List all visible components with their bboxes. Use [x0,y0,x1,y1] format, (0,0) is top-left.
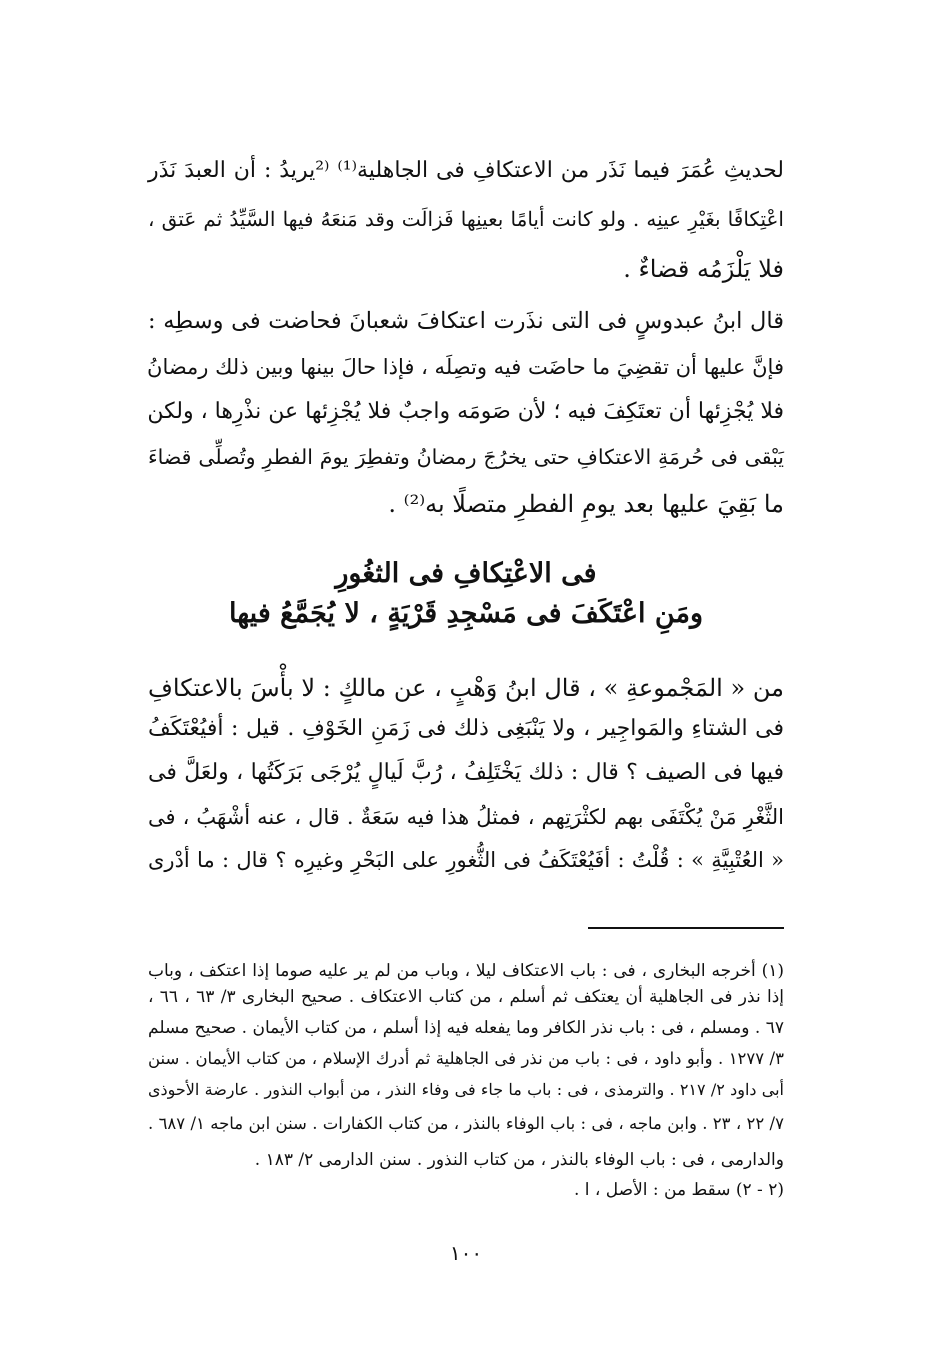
paragraph-line: فلا يُجْزِئها أن تعتَكِفَ فيه ؛ لأن صَومَه واجبٌ فلا يُجْزِئها عن نذْرِها ، ولكن [147,399,784,424]
paragraph-line: من « المَجْموعةِ » ، قال ابنُ وَهْبٍ ، عن مالكٍ : لا بأْسَ بالاعتكافِ [148,674,785,702]
paragraph-line: « العُتْبِيَّةِ » : قُلْتُ : أفَيُعْتَكَفُ فى الثُّغورِ على البَحْرِ وغيرِه ؟ قال : ما أدْرى [148,848,784,872]
paragraph-line: الثَّغْرِ مَنْ يُكْتَفَى بهم لكثْرَتِهم ، فمثلُ هذا فيه سَعَةٌ . قال ، عنه أشْهَبُ ، فى [148,805,784,829]
paragraph-line: فلا يَلْزَمُه قضاءٌ . [623,255,784,283]
paragraph-line: قال ابنُ عبدوسٍ فى التى نذَرت اعتكافَ شعبانَ فحاضت فى وسطِه : [148,308,784,334]
paragraph-line: يَبْقى فى حُرمَةِ الاعتكافِ حتى يخرُجَ رمضانُ وتفطِرَ يومَ الفطرِ وتُصلِّى قضاءَ [148,445,784,469]
footnote-line: (٢ - ٢) سقط من : الأصل ، ا . [573,1180,784,1200]
paragraph-line: ما بَقِيَ عليها بعد يومِ الفطرِ متصلًا به⁽²⁾ . [388,490,784,518]
footnote-line: (١) أخرجه البخارى ، فى : باب الاعتكاف ليلا ، وباب من لم ير عليه صوما إذا اعتكف ، وباب [148,961,784,981]
footnote-line: والدارمى ، فى : باب الوفاء بالنذر ، من كتاب النذور . سنن الدارمى ٢/ ١٨٣ . [254,1150,784,1170]
footnote-line: إذا نذر فى الجاهلية أن يعتكف ثم أسلم ، من كتاب الاعتكاف . صحيح البخارى ٣/ ٦٣ ، ٦٦ ، [148,987,784,1007]
paragraph-line: اعْتِكافًا بغَيْرِ عينِه . ولو كانت أيامًا بعينِها فَزالَت وقد مَنعَهُ فيها السَّيِّدُ ثم عَتق ، [148,207,784,231]
footnote-line: ٧/ ٢٢ ، ٢٣ . وابن ماجه ، فى : باب الوفاء بالنذر ، من كتاب الكفارات . سنن ابن ماجه ١/ ٦٨٧ . [148,1114,784,1133]
footnote-line: أبى داود ٢/ ٢١٧ . والترمذى ، فى : باب ما جاء فى وفاء النذر ، من أبواب النذور . عارضة الأحوذى [148,1080,784,1099]
footnote-line: ٣/ ١٢٧٧ . وأبو داود ، فى : باب من نذر فى الجاهلية ثم أدرك الإسلام ، من كتاب الأيمان . سنن [148,1049,784,1068]
heading-line-2: ومَنِ اعْتَكَفَ فى مَسْجِدِ قَرْيَةٍ ، لا يُجَمَّعُ فيها [229,598,703,629]
paragraph-line: فيها فى الصيف ؟ قال : ذلك يَخْتَلِفُ ، رُبَّ لَيالٍ يُرْجَى بَرَكَتُها ، ولعَلَّ فى [148,760,784,785]
paragraph-line: لحديثِ عُمَرَ فيما نَذَر من الاعتكافِ فى الجاهلية⁽¹⁾ ⁽²يريدُ : أن العبدَ نَذَر [148,158,784,183]
paragraph-line: فإنَّ عليها أن تقضِيَ ما حاضَت فيه وتصِلَه ، فإذا حالَ بينها وبين ذلك رمضانُ [147,355,784,379]
heading-line-1: فى الاعْتِكافِ فى الثغُورِ [335,558,597,589]
footnote-separator [588,927,784,929]
footnote-line: ٦٧ . ومسلم ، فى : باب نذر الكافر وما يفعله فيه إذا أسلم ، من كتاب الأيمان . صحيح مسلم [148,1018,784,1038]
paragraph-line: فى الشتاءِ والمَواجِير ، ولا يَنْبَغِى ذلك فى زَمَنِ الخَوْفِ . قيل : أفيُعْتَكَفُ [148,716,784,741]
page-number: ١٠٠ [449,1241,483,1265]
